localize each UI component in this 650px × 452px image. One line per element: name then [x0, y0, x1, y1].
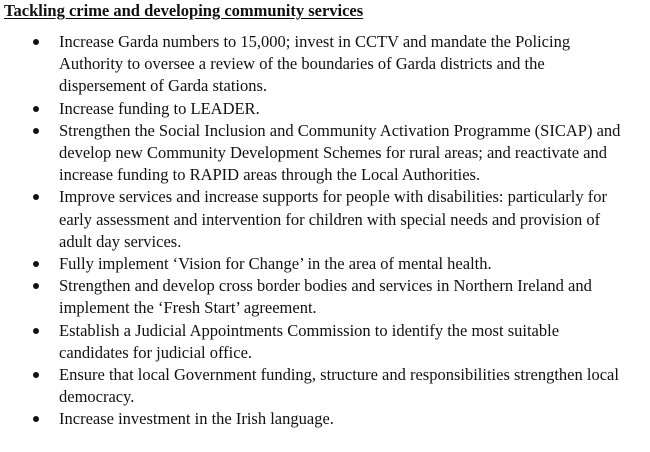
bullet-dot-icon [33, 194, 39, 200]
bullet-dot-icon [33, 416, 39, 422]
section-heading: Tackling crime and developing community services [4, 1, 364, 20]
bullet-item [0, 98, 650, 120]
bullet-text: Increase funding to LEADER. [59, 98, 260, 118]
bullet-text: Increase investment in the Irish language. [59, 409, 334, 429]
bullet-dot-icon [33, 283, 39, 289]
bullet-dot-icon [33, 372, 39, 378]
bullet-dot-icon [33, 261, 39, 267]
bullet-item [0, 120, 650, 187]
bullet-item [0, 31, 650, 98]
bullet-dot-icon [33, 106, 39, 112]
bullet-dot-icon [33, 128, 39, 134]
bullet-text: Strengthen and develop cross border bodies and services in Northern Ireland and implement the ‘Fresh Start’ agreement. [59, 276, 592, 318]
bullet-item [0, 408, 650, 430]
bullet-text: Ensure that local Government funding, structure and responsibilities strengthen local democracy. [59, 365, 619, 407]
bullet-text: Strengthen the Social Inclusion and Community Activation Programme (SICAP) and develop new Community Development Schemes for rural areas; and reactivate and increase funding to RAPID areas through the Local Authorities. [59, 120, 621, 185]
bullet-item [0, 364, 650, 408]
bullet-list [0, 31, 650, 431]
bullet-item [0, 186, 650, 253]
bullet-item [0, 253, 650, 275]
bullet-dot-icon [33, 328, 39, 334]
bullet-text: Increase Garda numbers to 15,000; invest in CCTV and mandate the Policing Authority to oversee a review of the boundaries of Garda districts and the dispersement of Garda stations. [59, 32, 571, 96]
bullet-dot-icon [33, 39, 39, 45]
bullet-item [0, 275, 650, 319]
bullet-text: Improve services and increase supports for people with disabilities: particularly for early assessment and intervention for children with special needs and provision of adult day services. [59, 187, 607, 251]
bullet-text: Establish a Judicial Appointments Commission to identify the most suitable candidates for judicial office. [59, 320, 560, 362]
bullet-item [0, 320, 650, 364]
bullet-text: Fully implement ‘Vision for Change’ in the area of mental health. [59, 254, 492, 274]
